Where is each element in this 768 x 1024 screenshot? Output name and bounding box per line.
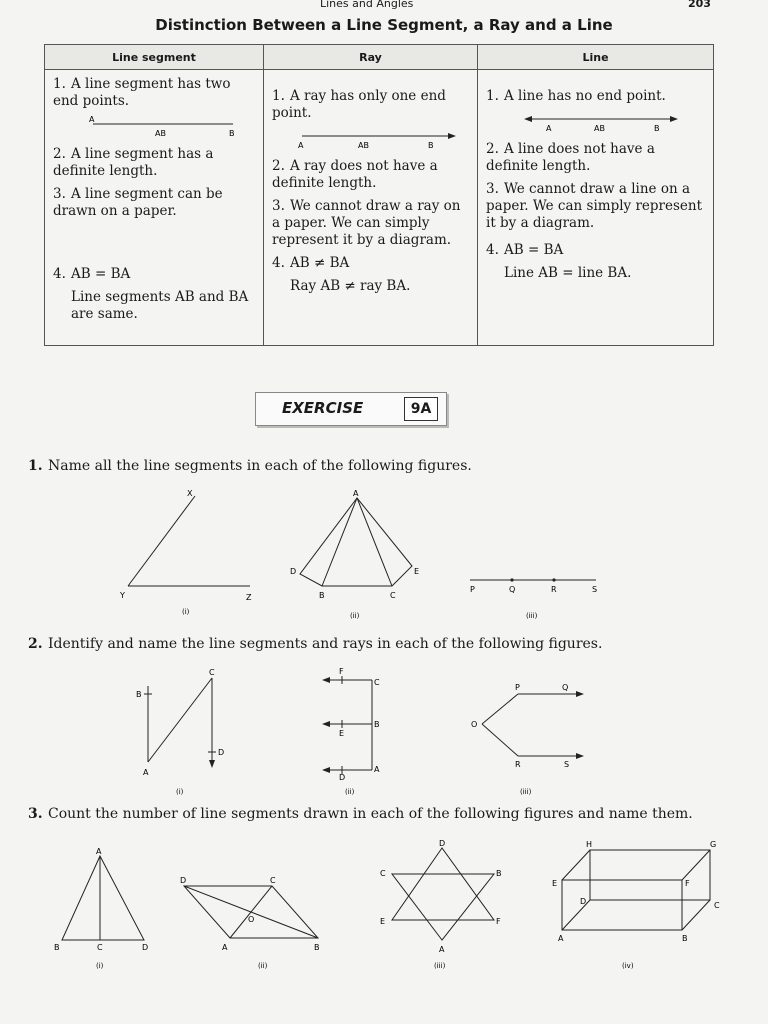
point-number: 4. — [272, 255, 285, 271]
line-figure — [486, 111, 686, 133]
question-1 — [28, 458, 472, 474]
page-number: 203 — [688, 0, 711, 10]
line-note: Line AB = line BA. — [504, 265, 632, 281]
figure-label: (iii) — [526, 612, 538, 620]
ray-point-4: AB ≠ BA — [290, 255, 350, 271]
q1-figures — [100, 484, 660, 624]
point-label: B — [682, 934, 688, 943]
figure-label: (ii) — [350, 612, 360, 620]
point-number: 4. — [53, 266, 66, 282]
point-label: R — [515, 760, 521, 769]
question-2 — [28, 636, 602, 652]
point-number: 2. — [272, 158, 285, 174]
point-label: E — [339, 729, 345, 738]
point-label: X — [187, 489, 193, 498]
figure-label: (iii) — [434, 962, 446, 970]
segment-point-3: A line segment can be drawn on a paper. — [53, 186, 223, 219]
point-label: B — [54, 943, 60, 952]
point-label: A — [374, 765, 380, 774]
line-column — [478, 70, 714, 346]
figure-label: (ii) — [258, 962, 268, 970]
point-label: E — [414, 567, 420, 576]
point-label: H — [586, 840, 593, 849]
ray-point-2: A ray does not have a definite length. — [272, 158, 438, 191]
header-line-segment: Line segment — [45, 45, 264, 70]
ray-point-3: We cannot draw a ray on a paper. We can simply represent it by a diagram. — [272, 198, 461, 248]
point-label: A — [222, 943, 228, 952]
point-label: C — [374, 678, 380, 687]
section-title: Distinction Between a Line Segment, a Ray and a Line — [155, 16, 613, 34]
point-label: E — [552, 879, 558, 888]
q2-figures — [100, 664, 600, 800]
point-label: R — [551, 585, 557, 594]
point-label: D — [339, 773, 346, 782]
point-label: S — [564, 760, 570, 769]
question-number: 2. — [28, 636, 43, 652]
figure-label: (iv) — [622, 962, 634, 970]
label-AB: AB — [594, 124, 605, 133]
distinction-table — [44, 44, 714, 346]
point-label: B — [136, 690, 142, 699]
point-label: C — [270, 876, 276, 885]
question-text: Identify and name the line segments and rays in each of the following figures. — [48, 636, 603, 652]
point-label: A — [439, 945, 445, 954]
label-B: B — [229, 129, 235, 138]
point-label: D — [218, 748, 225, 757]
point-label: Z — [246, 593, 252, 602]
point-label: F — [496, 917, 501, 926]
point-number: 3. — [272, 198, 285, 214]
exercise-heading — [255, 392, 447, 426]
figure-label: (ii) — [345, 788, 355, 796]
point-number: 2. — [486, 141, 499, 157]
line-point-4: AB = BA — [504, 242, 564, 258]
label-A: A — [546, 124, 552, 133]
label-B: B — [654, 124, 660, 133]
label-B: B — [428, 141, 434, 150]
ray-figure — [272, 128, 462, 150]
label-A: A — [89, 116, 95, 124]
point-label: D — [580, 897, 587, 906]
point-label: P — [515, 683, 520, 692]
figure-label: (i) — [182, 608, 190, 616]
point-label: A — [558, 934, 564, 943]
exercise-number: 9A — [404, 397, 438, 421]
label-AB: AB — [358, 141, 369, 150]
label-A: A — [298, 141, 304, 150]
point-label: C — [97, 943, 103, 952]
point-number: 3. — [53, 186, 66, 202]
line-point-1: A line has no end point. — [504, 88, 666, 104]
point-label: G — [710, 840, 717, 849]
point-number: 1. — [486, 88, 499, 104]
point-label: D — [439, 839, 446, 848]
point-label: B — [496, 869, 502, 878]
point-number: 1. — [272, 88, 285, 104]
point-number: 2. — [53, 146, 66, 162]
chapter-title: Lines and Angles — [320, 0, 414, 10]
point-label: C — [390, 591, 396, 600]
point-label: E — [380, 917, 386, 926]
ray-point-1: A ray has only one end point. — [272, 88, 446, 121]
question-text: Count the number of line segments drawn in each of the following figures and name them. — [48, 806, 693, 822]
exercise-label: EXERCISE — [282, 399, 364, 417]
point-label: S — [592, 585, 598, 594]
segment-column — [45, 70, 264, 346]
segment-point-2: A line segment has a definite length. — [53, 146, 214, 179]
point-label: B — [314, 943, 320, 952]
question-number: 3. — [28, 806, 43, 822]
figure-label: (i) — [176, 788, 184, 796]
segment-point-4: AB = BA — [71, 266, 131, 282]
header-ray: Ray — [264, 45, 478, 70]
figure-label: (i) — [96, 962, 104, 970]
label-AB: AB — [155, 129, 166, 138]
point-label: Q — [562, 683, 569, 692]
header-line: Line — [478, 45, 714, 70]
point-number: 4. — [486, 242, 499, 258]
point-label: B — [374, 720, 380, 729]
point-number: 1. — [53, 76, 66, 92]
point-label: C — [209, 668, 215, 677]
point-label: D — [290, 567, 297, 576]
point-label: Y — [120, 591, 125, 600]
point-label: B — [319, 591, 325, 600]
question-text: Name all the line segments in each of the following figures. — [48, 458, 472, 474]
point-label: C — [380, 869, 386, 878]
point-label: P — [470, 585, 475, 594]
point-number: 3. — [486, 181, 499, 197]
line-point-3: We cannot draw a line on a paper. We can simply represent it by a diagram. — [486, 181, 703, 231]
point-label: A — [143, 768, 149, 777]
segment-point-1: A line segment has two end points. — [53, 76, 231, 109]
point-label: C — [714, 901, 720, 910]
ray-column — [264, 70, 478, 346]
point-label: A — [353, 489, 359, 498]
line-point-2: A line does not have a definite length. — [486, 141, 655, 174]
point-label: A — [96, 847, 102, 856]
point-label: O — [471, 720, 478, 729]
point-label: Q — [509, 585, 516, 594]
point-label: F — [339, 667, 344, 676]
point-label: O — [248, 915, 255, 924]
point-label: D — [142, 943, 149, 952]
question-3 — [28, 806, 693, 822]
segment-note: Line segments AB and BA are same. — [71, 289, 249, 322]
segment-figure — [53, 116, 243, 138]
q3-figures — [50, 836, 740, 974]
point-label: F — [685, 879, 690, 888]
question-number: 1. — [28, 458, 43, 474]
point-label: D — [180, 876, 187, 885]
figure-label: (iii) — [520, 788, 532, 796]
ray-note: Ray AB ≠ ray BA. — [290, 278, 411, 294]
